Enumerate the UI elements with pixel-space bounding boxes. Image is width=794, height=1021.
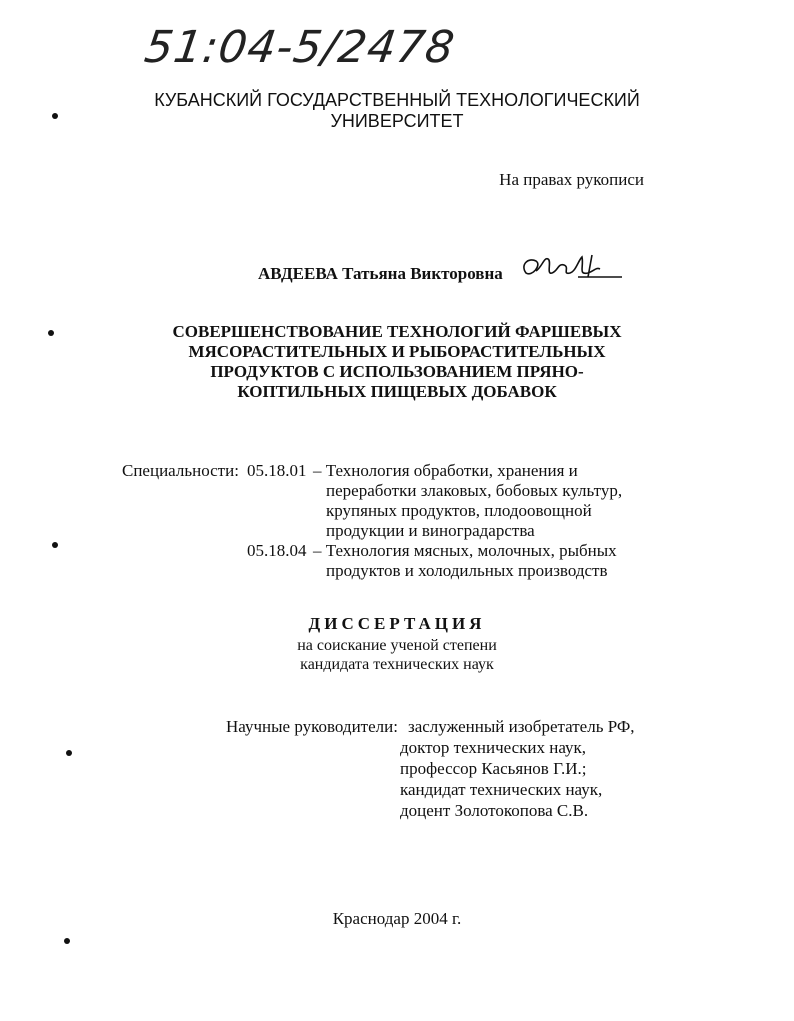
title-line: МЯСОРАСТИТЕЛЬНЫХ И РЫБОРАСТИТЕЛЬНЫХ — [188, 342, 606, 361]
author-name: АВДЕЕВА Татьяна Викторовна — [258, 264, 503, 283]
university-name — [0, 90, 794, 132]
supervisor-line: заслуженный изобретатель РФ, — [408, 717, 635, 736]
title-line: КОПТИЛЬНЫХ ПИЩЕВЫХ ДОБАВОК — [237, 382, 557, 401]
binding-hole-mark — [64, 938, 70, 944]
title-line: СОВЕРШЕНСТВОВАНИЕ ТЕХНОЛОГИЙ ФАРШЕВЫХ — [172, 322, 622, 341]
specialty-1-line-1: – Технология обработки, хранения и — [313, 461, 578, 480]
specialty-1-line-3: крупяных продуктов, плодоовощной — [326, 501, 592, 520]
supervisor-line: кандидат технических наук, — [400, 780, 603, 799]
dissertation-heading: ДИССЕРТАЦИЯ — [308, 614, 486, 633]
supervisor-line: доцент Золотокопова С.В. — [400, 801, 589, 820]
degree-line-2: кандидата технических наук — [300, 656, 494, 673]
title-line: ПРОДУКТОВ С ИСПОЛЬЗОВАНИЕМ ПРЯНО- — [210, 362, 584, 381]
specialty-code-2: 05.18.04 — [247, 541, 307, 560]
specialty-2-line-1: – Технология мясных, молочных, рыбных — [313, 541, 617, 560]
city-year: Краснодар 2004 г. — [332, 909, 462, 928]
degree-line-1: на соискание ученой степени — [297, 637, 497, 654]
university-line-2: УНИВЕРСИТЕТ — [330, 111, 464, 131]
binding-hole-mark — [66, 750, 72, 756]
supervisor-line: профессор Касьянов Г.И.; — [400, 759, 587, 778]
archive-stamp: 51:04-5/2478 — [141, 22, 459, 73]
degree-description — [0, 636, 794, 674]
binding-hole-mark — [52, 113, 58, 119]
dissertation-title — [0, 322, 794, 402]
rights-notice: На правах рукописи — [499, 170, 644, 189]
specialty-1-line-4: продукции и виноградарства — [326, 521, 535, 540]
specialty-2-line-2: продуктов и холодильных производств — [326, 561, 608, 580]
specialty-1-line-2: переработки злаковых, бобовых культур, — [326, 481, 623, 500]
university-line-1: КУБАНСКИЙ ГОСУДАРСТВЕННЫЙ ТЕХНОЛОГИЧЕСКИЙ — [154, 90, 640, 110]
specialty-code-1: 05.18.01 — [247, 461, 307, 480]
supervisor-line: доктор технических наук, — [400, 738, 587, 757]
signature-image — [518, 247, 628, 287]
specialties-label: Специальности: — [122, 461, 239, 480]
binding-hole-mark — [48, 330, 54, 336]
binding-hole-mark — [52, 542, 58, 548]
supervisors-label: Научные руководители: — [226, 717, 398, 736]
